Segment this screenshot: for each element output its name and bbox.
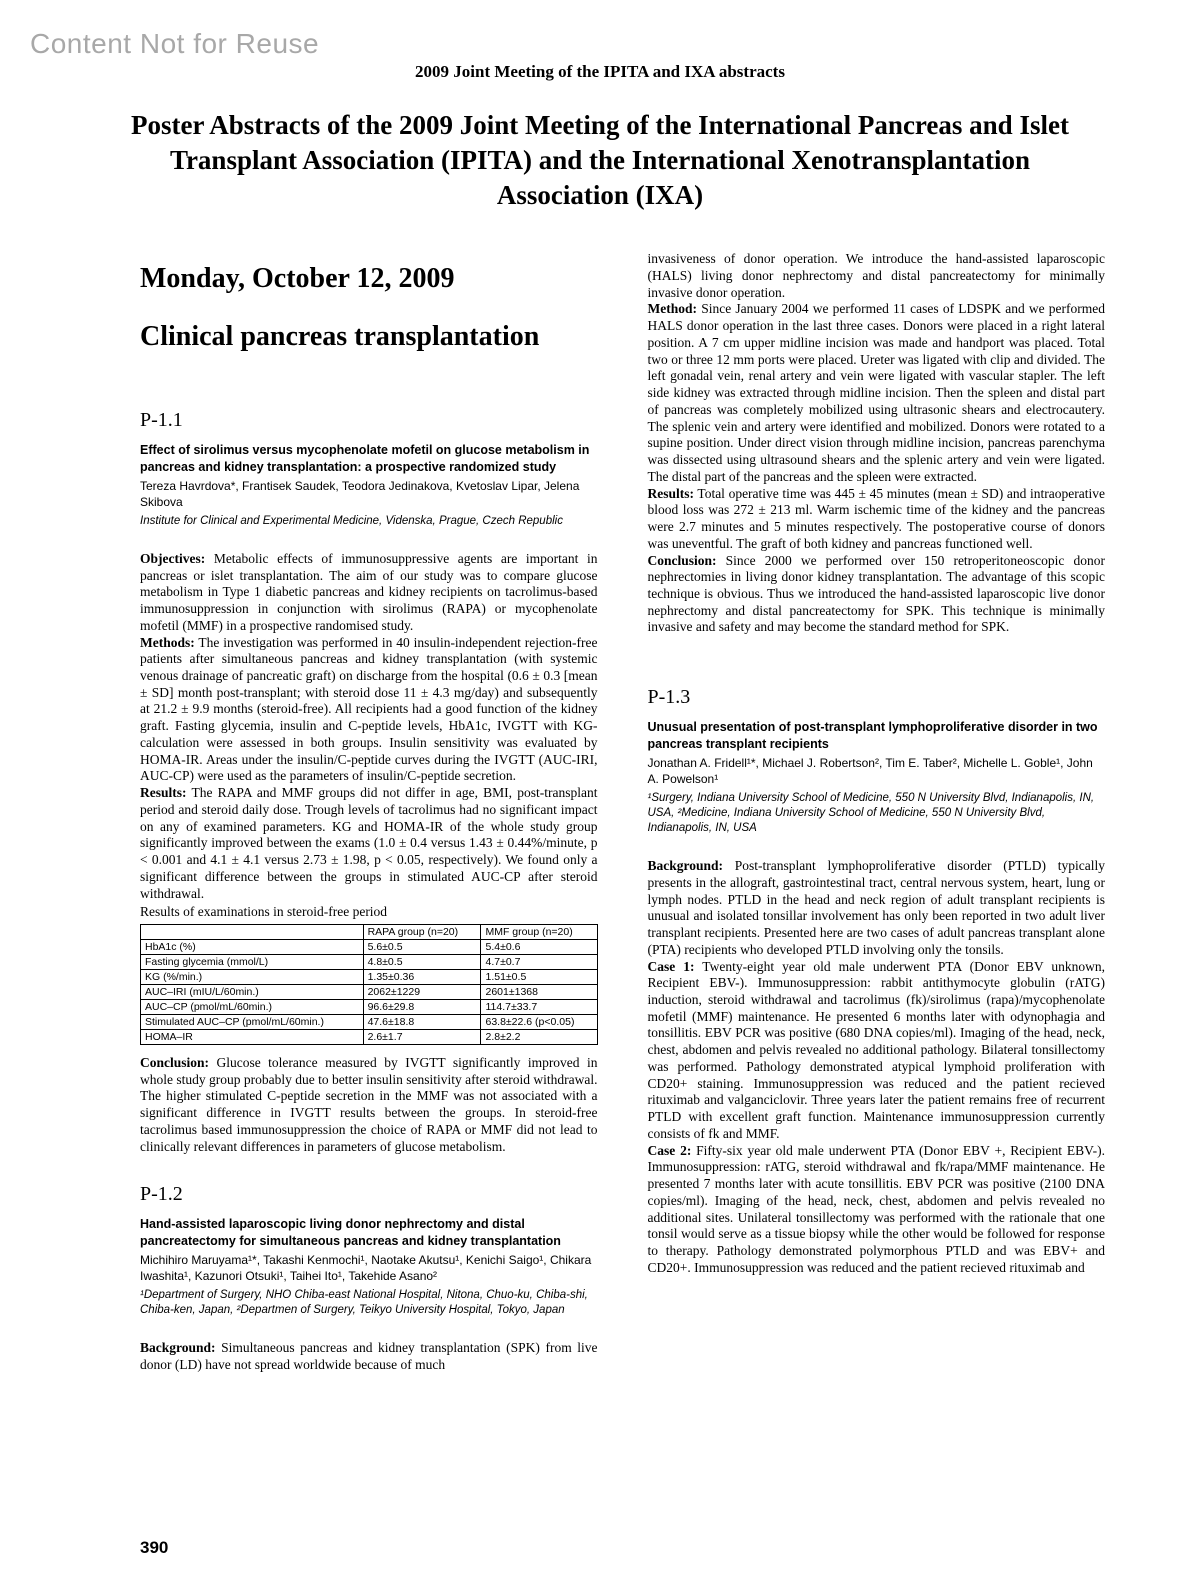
table-header-cell: RAPA group (n=20) <box>363 925 481 940</box>
abstract-p12-title: Hand-assisted laparoscopic living donor nephrectomy and distal pancreatectomy for simultaneous pancreas and kidney transplantation <box>140 1217 561 1249</box>
table-row <box>141 1000 598 1015</box>
paragraph-results <box>140 785 598 902</box>
paragraph-conclusion <box>648 553 1106 637</box>
abstract-p12-affiliation: ¹Department of Surgery, NHO Chiba-east National Hospital, Nitona, Chuo-ku, Chiba-shi, Chiba-ken, Japan, ²Departmen of Surgery, Teikyo University Hospital, Tokyo, Japan <box>140 1288 588 1316</box>
page-number: 390 <box>140 1538 169 1557</box>
section-text: The RAPA and MMF groups did not differ in age, BMI, post-transplant period and steroid daily dose. Trough levels of tacrolimus had no significant impact on any of examined parameters. KG and HOMA-IR of the whole study group significantly improved between the exams (1.0 ± 0.4 versus 1.43 ± 0.44%/minute, p < 0.001 and 4.1 ± 4.1 versus 2.73 ± 1.98, p < 0.05, respectively). We found only a significant difference between the groups in stimulated AUC-CP after steroid withdrawal. <box>140 785 598 901</box>
section-label: Objectives: <box>140 550 206 566</box>
table-cell: 2601±1368 <box>481 985 597 1000</box>
paragraph-case-2 <box>648 1143 1106 1277</box>
table-row <box>141 985 598 1000</box>
table-row <box>141 1030 598 1045</box>
section-text: The investigation was performed in 40 insulin-independent rejection-free patients after simultaneous pancreas and kidney transplantation (with systemic venous drainage of pancreatic graft) on discharge from the hospital (0.6 ± 0.3 [mean ± SD] month post-transplant; with steroid dose 11 ± 4.3 mg/day) and subsequently at 21.2 ± 9.9 months (steroid-free). All recipients had a good function of the kidney graft. Fasting glycemia, insulin and C-peptide levels, HbA1c, IVGTT with KG-calculation were assessed in both groups. Insulin sensitivity was evaluated by HOMA-IR. Areas under the insulin/C-peptide curves during the IVGTT (AUC-IRI, AUC-CP) were used as the parameters of insulin/C-peptide secretion. <box>140 634 598 784</box>
table-header-cell: MMF group (n=20) <box>481 925 597 940</box>
abstract-p11-title: Effect of sirolimus versus mycophenolate mofetil on glucose metabolism in pancreas and kidney transplantation: a prospective randomized study <box>140 443 590 475</box>
table-header-row <box>141 925 598 940</box>
abstract-p12-continued <box>648 251 1106 636</box>
abstract-p11 <box>140 409 598 1155</box>
table-cell: 47.6±18.8 <box>363 1015 481 1030</box>
table-cell: 63.8±22.6 (p<0.05) <box>481 1015 597 1030</box>
abstract-p11-body <box>140 551 598 1156</box>
table-cell: 1.51±0.5 <box>481 970 597 985</box>
day-heading: Monday, October 12, 2009 <box>140 263 455 295</box>
paragraph-conclusion <box>140 1055 598 1155</box>
paragraph-case-1 <box>648 959 1106 1143</box>
section-text: Since January 2004 we performed 11 cases of LDSPK and we performed HALS donor operation in the last three cases. Donors were placed in a right lateral position. A 7 cm upper midline incision was made and handport was placed. Total two or three 12 mm ports were placed. Ureter was ligated with clip and divided. The left gonadal vein, renal artery and vein were ligated with vascular stapler. The left side kidney was extracted through midline incision. Then the spleen and distal part of pancreas was completely mobilized using ultrasonic shears and electrocautery. The splenic vein and artery were identified and mobilized. Donors were rotated to a supine position. Under direct vision through midline incision, pancreas parenchyma was dissected using ultrasound shears and the splenic artery and vein were ligated. The distal part of the pancreas and the spleen were extracted. <box>647 301 1106 484</box>
section-label: Background: <box>647 858 724 874</box>
section-text: Glucose tolerance measured by IVGTT significantly improved in whole study group probably due to better insulin sensitivity after steroid withdrawal. The higher stimulated C-peptide secretion in the MMF was not associated with a significant difference in IVGTT results between the groups. In steroid-free tacrolimus based immunosuppression the choice of RAPA or MMF did not lead to clinically relevant differences in parameters of glucose metabolism. <box>140 1055 598 1154</box>
table-row <box>141 955 598 970</box>
table-row <box>141 1015 598 1030</box>
section-label: Case 1: <box>647 958 695 974</box>
paragraph-continuation: invasiveness of donor operation. We introduce the hand-assisted laparoscopic (HALS) living donor nephrectomy and distal pancreatectomy for minimally invasive donor operation. <box>647 251 1105 300</box>
abstract-p13-authors: Jonathan A. Fridell¹*, Michael J. Robertson², Tim E. Taber², Michelle L. Goble¹, John A. Powelson¹ <box>647 755 1093 786</box>
abstract-p12 <box>140 1183 598 1373</box>
section-text: Since 2000 we performed over 150 retroperitoneoscopic donor nephrectomies in living donor kidney transplantation. The advantage of this scopic technique is obvious. Thus we introduced the hand-assisted laparoscopic live donor nephrectomy and distal pancreatectomy for SPK. This technique is minimally invasive and safety and may become the standard method for SPK. <box>647 552 1105 635</box>
section-text: Twenty-eight year old male underwent PTA (Donor EBV unknown, Recipient EBV-). Immunosuppression: rabbit antithymocyte globulin (rATG) induction, steroid withdrawal and tacrolimus (fk)/sirolimus (rapa)/mycophenolate mofetil (MMF) maintenance. He presented 6 months later with odynophagia and tonsillitis. EBV PCR was positive (680 DNA copies/ml). Imaging of the head, neck, chest, abdomen and pelvis revealed no additional pathology. Bilateral tonsillectomy was performed. Pathology demonstrated atypical lymphoid proliferation with CD20+ staining. Immunosuppression was reduced and the patient recieved rituximab and valganciclovir. Three years later the patient remains free of recurrent PTLD with excellent graft function. Maintenance immunosuppression currently consists of fk and MMF. <box>647 958 1105 1141</box>
table-row <box>141 970 598 985</box>
running-head: 2009 Joint Meeting of the IPITA and IXA abstracts <box>415 62 785 81</box>
section-text: Simultaneous pancreas and kidney transplantation (SPK) from live donor (LD) have not spread worldwide because of much <box>140 1340 598 1372</box>
abstract-p11-number: P-1.1 <box>140 409 183 432</box>
table-cell: 1.35±0.36 <box>363 970 481 985</box>
paragraph-objectives <box>140 551 598 635</box>
two-column-layout <box>140 249 1105 1373</box>
section-label: Background: <box>140 1340 216 1356</box>
watermark-text: Content Not for Reuse <box>30 28 320 59</box>
session-heading: Clinical pancreas transplantation <box>140 321 540 353</box>
table-cell: 2.6±1.7 <box>363 1030 481 1045</box>
table-cell: KG (%/min.) <box>141 970 364 985</box>
table-cell: 5.6±0.5 <box>363 940 481 955</box>
section-label: Conclusion: <box>140 1055 210 1071</box>
section-label: Conclusion: <box>647 552 717 568</box>
abstract-p13-title: Unusual presentation of post-transplant lymphoproliferative disorder in two pancreas transplant recipients <box>647 720 1098 752</box>
left-column <box>140 249 598 1373</box>
table-cell: HOMA–IR <box>141 1030 364 1045</box>
abstract-p12-body <box>140 1340 598 1373</box>
section-text: Metabolic effects of immunosuppressive agents are important in pancreas or islet transplantation. The aim of our study was to compare glucose metabolism in Type 1 diabetic pancreas and kidney recipients on tacrolimus-based immunosuppression in conjunction with sirolimus (RAPA) or mycophenolate mofetil (MMF) in a prospective randomised study. <box>140 550 598 633</box>
section-label: Case 2: <box>647 1142 692 1158</box>
table-cell: 2.8±2.2 <box>481 1030 597 1045</box>
paragraph-results <box>648 486 1106 553</box>
abstract-p13-number: P-1.3 <box>647 686 691 709</box>
page-title: Poster Abstracts of the 2009 Joint Meeting of the International Pancreas and Islet Transplant Association (IPITA) and the International Xenotransplantation Association (IXA) <box>131 110 1069 211</box>
table-cell: AUC–CP (pmol/mL/60min.) <box>141 1000 364 1015</box>
table-header-cell <box>141 925 364 940</box>
table-cell: AUC–IRI (mIU/L/60min.) <box>141 985 364 1000</box>
abstract-p13-affiliation: ¹Surgery, Indiana University School of Medicine, 550 N University Blvd, Indianapolis, IN, USA, ²Medicine, Indiana University School of Medicine, 550 N University Blvd, Indianapolis, IN, USA <box>647 791 1095 834</box>
right-column <box>648 249 1106 1276</box>
paragraph-background <box>140 1340 598 1373</box>
section-label: Results: <box>140 785 187 801</box>
results-table <box>140 924 598 1045</box>
section-label: Method: <box>647 301 697 317</box>
paragraph-background <box>648 858 1106 958</box>
table-row <box>141 940 598 955</box>
table-cell: Fasting glycemia (mmol/L) <box>141 955 364 970</box>
table-cell: 4.7±0.7 <box>481 955 597 970</box>
section-text: Fifty-six year old male underwent PTA (Donor EBV +, Recipient EBV-). Immunosuppression: rATG, steroid withdrawal and fk/rapa/MMF maintenance. He presented 7 months later with acute tonsillitis. EBV PCR was positive (2100 DNA copies/ml). Imaging of the head, neck, chest, abdomen and pelvis revealed no additional sites. Unilateral tonsillectomy was performed with the rationale that one tonsil would serve as a tissue biopsy while the other would be followed for response to therapy. Pathology demonstrated polymorphous PTLD and was EBV+ and CD20+. Immunosuppression was reduced and the patient recieved rituximab and <box>647 1142 1105 1275</box>
table-caption: Results of examinations in steroid-free period <box>140 904 388 920</box>
abstract-p11-authors: Tereza Havrdova*, Frantisek Saudek, Teodora Jedinakova, Kvetoslav Lipar, Jelena Skibova <box>140 479 580 509</box>
abstract-p12-authors: Michihiro Maruyama¹*, Takashi Kenmochi¹, Naotake Akutsu¹, Kenichi Saigo¹, Chikara Iwashita¹, Kazunori Otsuki¹, Taihei Ito¹, Takehide Asano² <box>140 1253 592 1283</box>
table-cell: 2062±1229 <box>363 985 481 1000</box>
section-label: Methods: <box>140 634 195 650</box>
section-text: Post-transplant lymphoproliferative disorder (PTLD) typically presents in the allograft, gastrointestinal tract, central nervous system, heart, lung or lymph nodes. PTLD in the head and neck region of adult transplant recipients is unusual and isolated tonsillar involvement has only been reported in two adult liver transplant recipients. Presented here are two cases of adult pancreas transplant alone (PTA) recipients who developed PTLD involving only the tonsils. <box>647 858 1105 957</box>
table-cell: 96.6±29.8 <box>363 1000 481 1015</box>
table-cell: 5.4±0.6 <box>481 940 597 955</box>
paragraph-methods <box>140 635 598 786</box>
paragraph-method <box>648 301 1106 485</box>
abstract-p13 <box>648 686 1106 1276</box>
abstract-p11-affiliation: Institute for Clinical and Experimental Medicine, Videnska, Prague, Czech Republic <box>140 514 563 527</box>
table-cell: HbA1c (%) <box>141 940 364 955</box>
section-label: Results: <box>647 485 694 501</box>
abstract-p13-body <box>648 858 1106 1276</box>
table-cell: Stimulated AUC–CP (pmol/mL/60min.) <box>141 1015 364 1030</box>
abstract-p12-number: P-1.2 <box>140 1183 183 1206</box>
table-cell: 114.7±33.7 <box>481 1000 597 1015</box>
section-text: Total operative time was 445 ± 45 minutes (mean ± SD) and intraoperative blood loss was 272 ± 213 ml. Warm ischemic time of the kidney and the pancreas were 2.7 minutes and 5 minutes respectively. The postoperative course of donors was uneventful. The graft of both kidney and pancreas functioned well. <box>647 485 1105 551</box>
table-cell: 4.8±0.5 <box>363 955 481 970</box>
